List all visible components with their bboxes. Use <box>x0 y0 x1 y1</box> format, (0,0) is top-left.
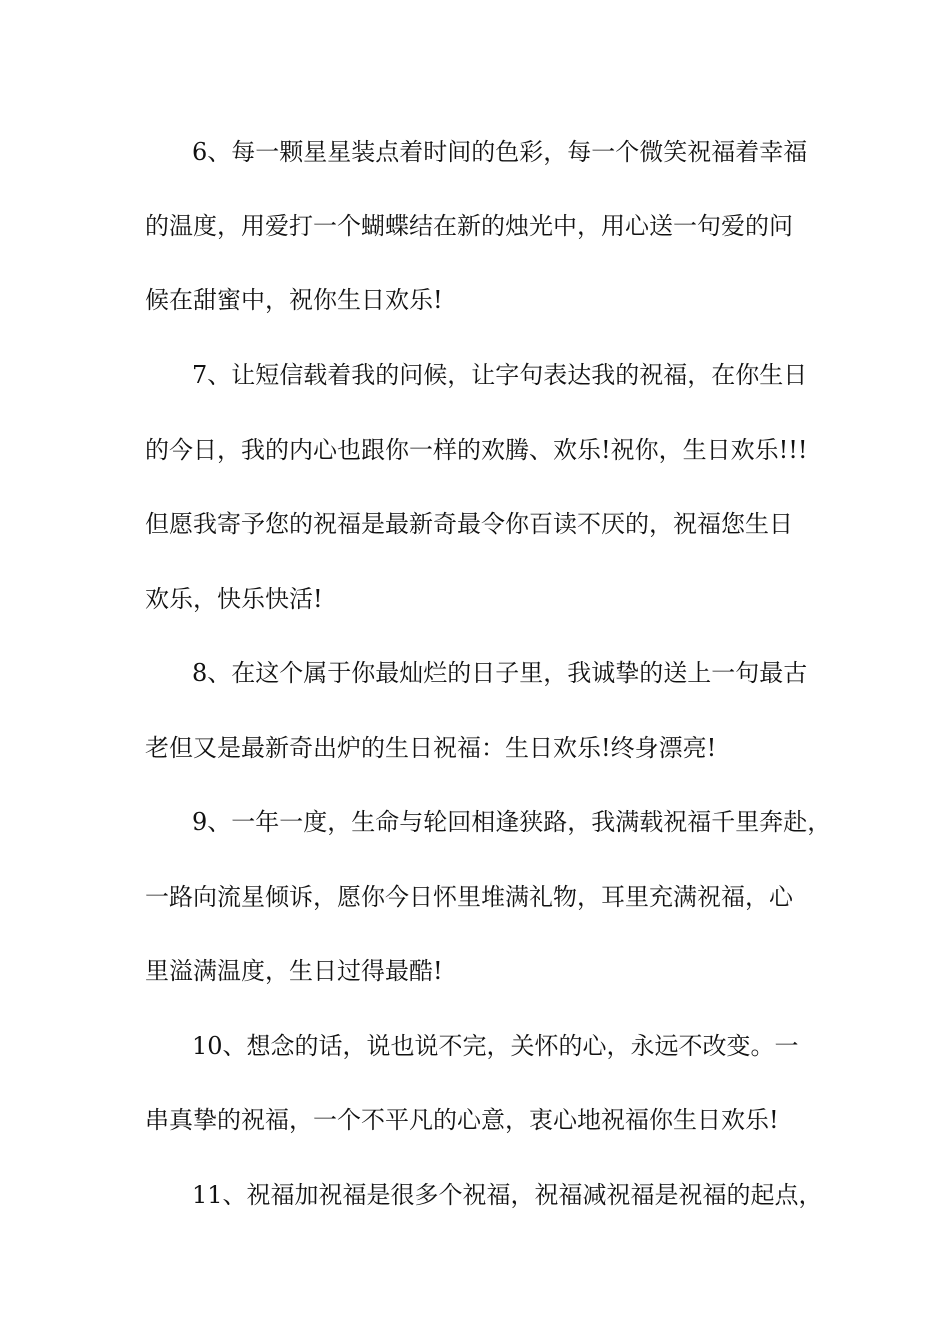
paragraph-7-line-4: 欢乐，快乐快活! <box>145 585 323 613</box>
paragraph-11-line-1: 11、祝福加祝福是很多个祝福，祝福减祝福是祝福的起点， <box>192 1181 823 1209</box>
paragraph-10-line-2: 串真挚的祝福，一个不平凡的心意，衷心地祝福你生日欢乐! <box>145 1106 779 1134</box>
paragraph-7-line-1: 7、让短信载着我的问候，让字句表达我的祝福，在你生日 <box>192 361 808 389</box>
paragraph-6-line-2: 的温度，用爱打一个蝴蝶结在新的烛光中，用心送一句爱的问 <box>145 212 793 240</box>
paragraph-6-line-1: 6、每一颗星星装点着时间的色彩，每一个微笑祝福着幸福 <box>192 138 808 166</box>
paragraph-7-line-3: 但愿我寄予您的祝福是最新奇最令你百读不厌的，祝福您生日 <box>145 510 793 538</box>
paragraph-7-line-2: 的今日，我的内心也跟你一样的欢腾、欢乐!祝你，生日欢乐!!! <box>145 436 808 464</box>
paragraph-6-line-3: 候在甜蜜中，祝你生日欢乐! <box>145 286 443 314</box>
paragraph-9-line-2: 一路向流星倾诉，愿你今日怀里堆满礼物，耳里充满祝福，心 <box>145 883 793 911</box>
paragraph-9-line-3: 里溢满温度，生日过得最酷! <box>145 957 443 985</box>
paragraph-10-line-1: 10、想念的话，说也说不完，关怀的心，永远不改变。一 <box>192 1032 799 1060</box>
paragraph-8-line-2: 老但又是最新奇出炉的生日祝福：生日欢乐!终身漂亮! <box>145 734 717 762</box>
paragraph-8-line-1: 8、在这个属于你最灿烂的日子里，我诚挚的送上一句最古 <box>192 659 808 687</box>
paragraph-9-line-1: 9、一年一度，生命与轮回相逢狭路，我满载祝福千里奔赴， <box>192 808 832 836</box>
